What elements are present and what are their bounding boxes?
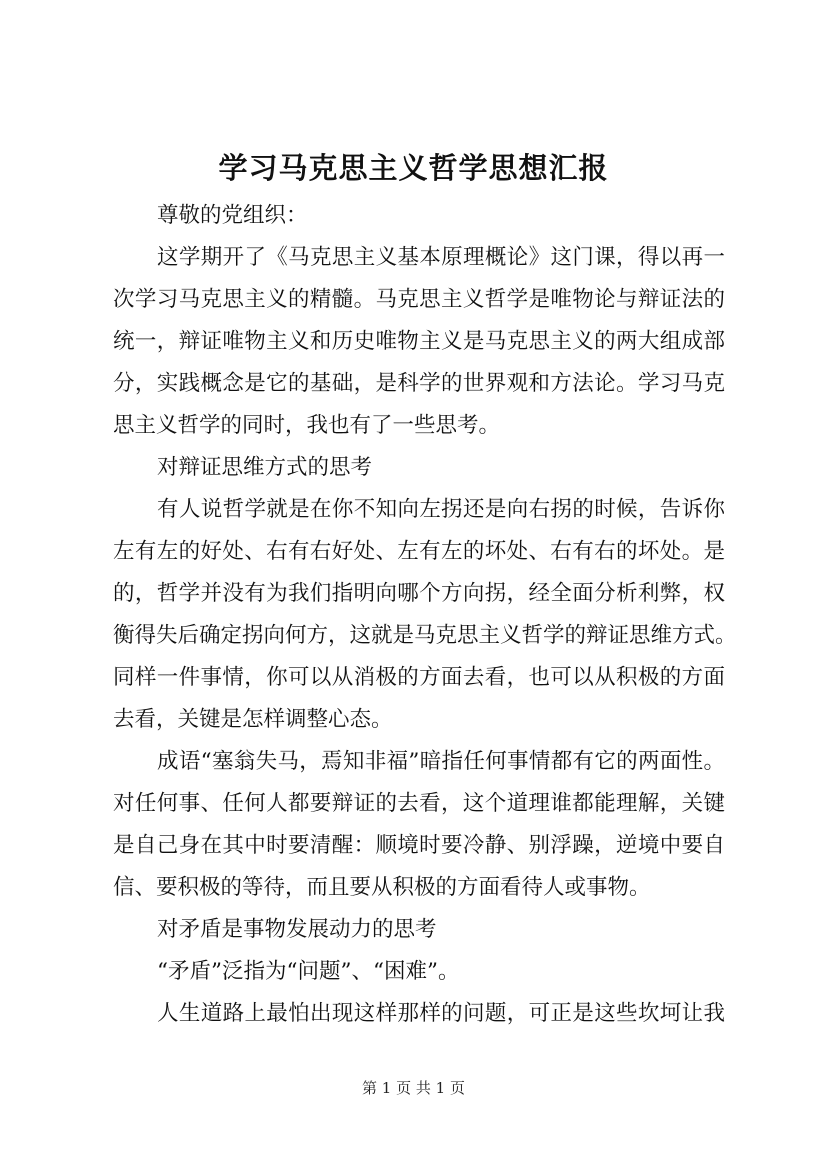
- body-line: 同样一件事情，你可以从消极的方面去看，也可以从积极的方面: [113, 665, 725, 690]
- body-line: 成语“塞翁失马，焉知非福”暗指任何事情都有它的两面性。: [157, 749, 725, 774]
- document-title: 学习马克思主义哲学思想汇报: [218, 151, 609, 185]
- body-line: 这学期开了《马克思主义基本原理概论》这门课，得以再一: [157, 245, 725, 270]
- body-line: 是自己身在其中时要清醒：顺境时要冷静、别浮躁，逆境中要自: [113, 833, 725, 858]
- body-line: 思主义哲学的同时，我也有了一些思考。: [113, 413, 501, 438]
- body-line: 统一，辩证唯物主义和历史唯物主义是马克思主义的两大组成部: [113, 329, 725, 354]
- body-line: “矛盾”泛指为“问题”、“困难”。: [157, 959, 460, 984]
- page-footer: 第 1 页 共 1 页: [362, 1079, 465, 1097]
- body-line: 对任何事、任何人都要辩证的去看，这个道理谁都能理解，关键: [113, 791, 725, 816]
- body-line: 去看，关键是怎样调整心态。: [113, 707, 393, 732]
- section-heading: 对辩证思维方式的思考: [157, 455, 373, 480]
- body-line: 左有左的好处、右有右好处、左有左的坏处、右有右的坏处。是: [113, 539, 725, 564]
- body-line: 信、要积极的等待，而且要从积极的方面看待人或事物。: [113, 875, 651, 900]
- body-line: 尊敬的党组织：: [157, 203, 308, 228]
- document-body: [113, 195, 737, 1035]
- body-line: 的，哲学并没有为我们指明向哪个方向拐，经全面分析利弊，权: [113, 581, 725, 606]
- body-line: 人生道路上最怕出现这样那样的问题，可正是这些坎坷让我: [157, 1001, 725, 1026]
- body-line: 衡得失后确定拐向何方，这就是马克思主义哲学的辩证思维方式。: [113, 623, 737, 648]
- body-line: 有人说哲学就是在你不知向左拐还是向右拐的时候，告诉你: [157, 497, 725, 522]
- section-heading: 对矛盾是事物发展动力的思考: [157, 917, 437, 942]
- body-line: 次学习马克思主义的精髓。马克思主义哲学是唯物论与辩证法的: [113, 287, 725, 312]
- body-line: 分，实践概念是它的基础，是科学的世界观和方法论。学习马克: [113, 371, 725, 396]
